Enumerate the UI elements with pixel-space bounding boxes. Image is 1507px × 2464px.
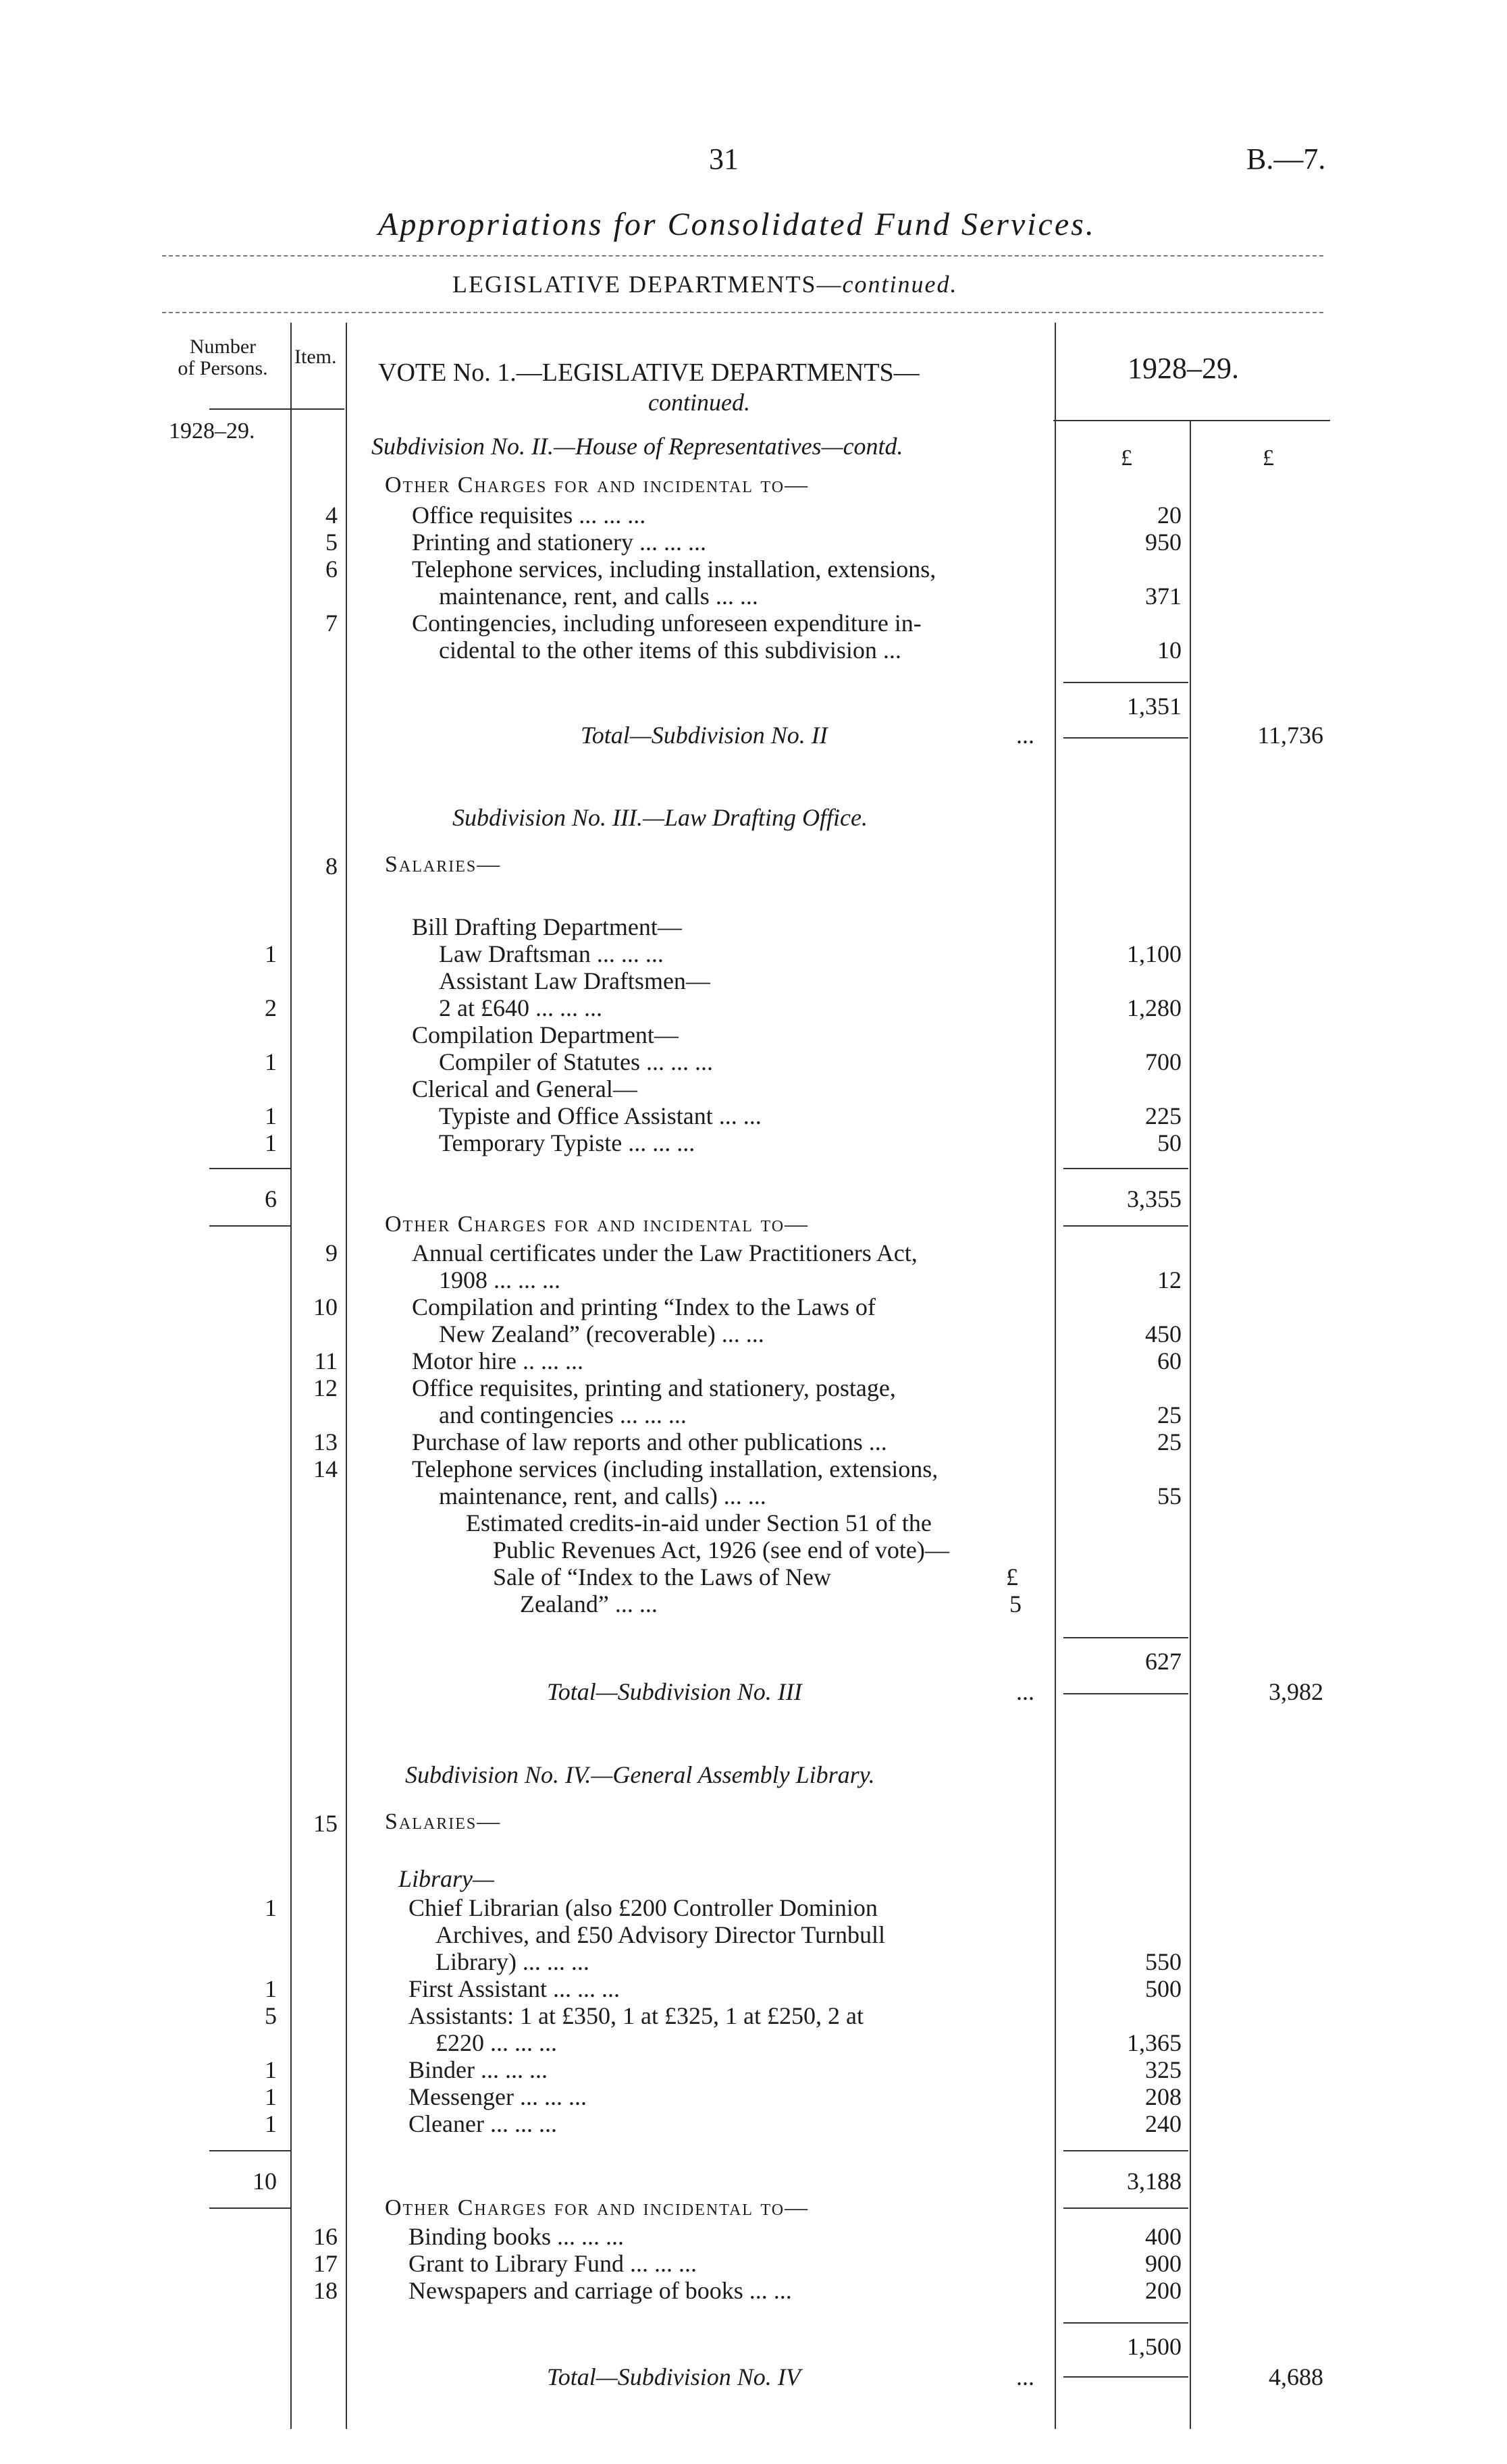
sub4-subtotal: 1,500	[1127, 2333, 1182, 2360]
sub3-item-num-9: 9	[325, 1239, 338, 1266]
sub4-other-charges: Other Charges for and incidental to—	[385, 2195, 810, 2220]
sub3-credits-line4: Zealand” ... ...	[520, 1590, 658, 1617]
sub4-persons-cleaner: 1	[265, 2110, 277, 2137]
sub3-salaries-item: 8	[325, 853, 338, 880]
document-reference: B.—7.	[1246, 142, 1326, 176]
sub2-item-text-7b: cidental to the other items of this subdivision ...	[439, 637, 901, 664]
sub4-item-amount-18: 200	[1145, 2277, 1182, 2304]
sub3-row-law-draftsman: Law Draftsman ... ... ...	[439, 940, 664, 967]
sub4-row-first-assistant: First Assistant ... ... ...	[408, 1975, 620, 2002]
sub3-subtotal-rule	[1063, 1637, 1188, 1638]
sub4-amount-cleaner: 240	[1145, 2110, 1182, 2137]
sub4-subtotal-rule	[1063, 2322, 1188, 2324]
sub4-total: 4,688	[1269, 2363, 1323, 2390]
sub2-item-amount-5: 950	[1145, 529, 1182, 556]
sub3-item-text-10a: Compilation and printing “Index to the Laws of	[412, 1293, 876, 1320]
sub4-persons-rule-2	[209, 2207, 290, 2209]
sub4-row-chief-librarian-c: Library) ... ... ...	[435, 1948, 589, 1975]
number-of-persons-header	[162, 336, 284, 379]
sub4-amount-chief-librarian: 550	[1145, 1948, 1182, 1975]
sub4-row-cleaner: Cleaner ... ... ...	[408, 2110, 557, 2137]
section-name: LEGISLATIVE DEPARTMENTS—	[452, 271, 843, 298]
sub2-item-num-6: 6	[325, 556, 338, 583]
sub3-item-num-13: 13	[313, 1428, 338, 1455]
rule-item-text	[346, 323, 347, 2429]
sub3-persons-assistants: 2	[265, 994, 277, 1021]
sub3-item-amount-10: 450	[1145, 1320, 1182, 1347]
sub4-total-label: Total—Subdivision No. IV	[547, 2363, 801, 2390]
sub3-row-bill-drafting: Bill Drafting Department—	[412, 913, 682, 940]
sub2-item-text-6b: maintenance, rent, and calls ... ...	[439, 583, 758, 610]
title-rule	[162, 255, 1323, 257]
sub2-item-amount-7: 10	[1157, 637, 1182, 664]
sub3-row-assistant-draftsmen: Assistant Law Draftsmen—	[439, 967, 710, 994]
vote-title: VOTE No. 1.—LEGISLATIVE DEPARTMENTS—	[378, 358, 920, 387]
sub4-persons-binder: 1	[265, 2056, 277, 2083]
header-rule-right	[1053, 420, 1330, 421]
page-number: 31	[709, 142, 739, 176]
sub2-item-amount-6: 371	[1145, 583, 1182, 610]
sub4-item-amount-17: 900	[1145, 2250, 1182, 2277]
sub3-amount-compiler: 700	[1145, 1048, 1182, 1075]
sub3-credits-line1: Estimated credits-in-aid under Section 51 of the	[466, 1509, 932, 1536]
sub4-total-dots: ...	[1016, 2363, 1034, 2390]
sub3-persons-law-draftsman: 1	[265, 940, 277, 967]
sub4-persons-total: 10	[253, 2168, 277, 2195]
sub3-credits-line2: Public Revenues Act, 1926 (see end of vote)—	[493, 1536, 949, 1563]
sub3-salaries-rule-2	[1063, 1225, 1188, 1227]
sub3-item-num-12: 12	[313, 1374, 338, 1401]
sub4-item-text-18: Newspapers and carriage of books ... ...	[408, 2277, 792, 2304]
sub3-total-rule	[1063, 1693, 1188, 1694]
sub2-subtotal: 1,351	[1127, 693, 1182, 720]
sub2-subtotal-rule	[1063, 682, 1188, 683]
rule-text-amount	[1055, 323, 1056, 2429]
sub2-item-text-4: Office requisites ... ... ...	[412, 502, 646, 529]
sub2-item-num-5: 5	[325, 529, 338, 556]
section-rule	[162, 312, 1323, 313]
sub3-item-text-11: Motor hire .. ... ...	[412, 1347, 583, 1374]
sub3-heading: Subdivision No. III.—Law Drafting Office.	[452, 804, 868, 831]
rule-amount-total	[1190, 420, 1191, 2429]
sub2-total-dots: ...	[1016, 722, 1034, 749]
sub4-persons-messenger: 1	[265, 2083, 277, 2110]
header-rule-left	[209, 408, 344, 410]
sub3-amount-law-draftsman: 1,100	[1127, 940, 1182, 967]
sub3-persons-total: 6	[265, 1185, 277, 1212]
sub4-item-amount-16: 400	[1145, 2223, 1182, 2250]
sub3-persons-rule	[209, 1168, 290, 1169]
sub4-amount-assistants: 1,365	[1127, 2029, 1182, 2056]
sub4-item-num-16: 16	[313, 2223, 338, 2250]
section-heading	[452, 270, 957, 298]
sub2-total-rule	[1063, 737, 1188, 739]
sub4-item-num-18: 18	[313, 2277, 338, 2304]
sub3-persons-rule-2	[209, 1225, 290, 1227]
sub3-row-clerical: Clerical and General—	[412, 1075, 637, 1102]
sub3-item-text-12a: Office requisites, printing and stationery, postage,	[412, 1374, 896, 1401]
sub3-row-typiste: Typiste and Office Assistant ... ...	[439, 1102, 762, 1129]
sub4-row-chief-librarian-b: Archives, and £50 Advisory Director Turnbull	[435, 1921, 885, 1948]
pound-column-1: £	[1121, 446, 1132, 471]
sub3-item-amount-9: 12	[1157, 1266, 1182, 1293]
sub3-total: 3,982	[1269, 1678, 1323, 1705]
sub4-persons-assistants: 5	[265, 2002, 277, 2029]
sub4-persons-rule	[209, 2150, 290, 2151]
sub4-amount-messenger: 208	[1145, 2083, 1182, 2110]
sub3-amount-typiste: 225	[1145, 1102, 1182, 1129]
sub4-amount-binder: 325	[1145, 2056, 1182, 2083]
sub2-item-num-4: 4	[325, 502, 338, 529]
sub3-item-amount-12: 25	[1157, 1401, 1182, 1428]
sub3-salaries-rule	[1063, 1168, 1188, 1169]
sub4-library: Library—	[398, 1865, 495, 1892]
sub4-row-assistants-b: £220 ... ... ...	[435, 2029, 557, 2056]
sub4-item-text-17: Grant to Library Fund ... ... ...	[408, 2250, 697, 2277]
sub2-item-text-7a: Contingencies, including unforeseen expenditure in-	[412, 610, 922, 637]
year-header: 1928–29.	[1128, 352, 1239, 385]
item-header: Item.	[294, 346, 337, 368]
pound-column-2: £	[1263, 446, 1274, 471]
sub2-item-text-5: Printing and stationery ... ... ...	[412, 529, 706, 556]
sub3-row-temporary: Temporary Typiste ... ... ...	[439, 1129, 695, 1156]
number-header-line1: Number	[189, 336, 257, 358]
sub2-other-charges: Other Charges for and incidental to—	[385, 473, 810, 498]
sub4-row-assistants-a: Assistants: 1 at £350, 1 at £325, 1 at £250, 2 at	[408, 2002, 864, 2029]
sub3-other-charges: Other Charges for and incidental to—	[385, 1212, 810, 1237]
sub3-item-amount-11: 60	[1157, 1347, 1182, 1374]
sub3-subtotal: 627	[1145, 1648, 1182, 1675]
sub3-item-text-12b: and contingencies ... ... ...	[439, 1401, 687, 1428]
sub3-persons-compiler: 1	[265, 1048, 277, 1075]
rule-persons-item	[290, 323, 292, 2429]
sub3-item-text-10b: New Zealand” (recoverable) ... ...	[439, 1320, 764, 1347]
sub2-total-label: Total—Subdivision No. II	[581, 722, 828, 749]
sub2-total: 11,736	[1257, 722, 1323, 749]
sub3-credit-amount: 5	[1009, 1590, 1022, 1617]
sub3-item-amount-14: 55	[1157, 1482, 1182, 1509]
sub3-row-compiler: Compiler of Statutes ... ... ...	[439, 1048, 713, 1075]
sub4-persons-chief-librarian: 1	[265, 1894, 277, 1921]
sub3-row-compilation: Compilation Department—	[412, 1021, 679, 1048]
sub3-item-text-14b: maintenance, rent, and calls) ... ...	[439, 1482, 766, 1509]
sub3-amount-assistants: 1,280	[1127, 994, 1182, 1021]
sub2-item-num-7: 7	[325, 610, 338, 637]
sub3-item-text-9a: Annual certificates under the Law Practitioners Act,	[412, 1239, 918, 1266]
sub3-item-text-13: Purchase of law reports and other publications ...	[412, 1428, 887, 1455]
sub4-item-num-17: 17	[313, 2250, 338, 2277]
sub3-credit-pound: £	[1006, 1563, 1018, 1590]
section-continued: continued.	[842, 271, 958, 298]
sub3-item-num-14: 14	[313, 1455, 338, 1482]
sub4-amount-first-assistant: 500	[1145, 1975, 1182, 2002]
sub4-row-chief-librarian-a: Chief Librarian (also £200 Controller Dominion	[408, 1894, 878, 1921]
sub4-salaries-total: 3,188	[1127, 2168, 1182, 2195]
sub3-item-num-10: 10	[313, 1293, 338, 1320]
sub3-item-amount-13: 25	[1157, 1428, 1182, 1455]
left-year-header: 1928–29.	[169, 419, 255, 444]
sub3-credits-line3: Sale of “Index to the Laws of New	[493, 1563, 831, 1590]
sub3-salaries-total: 3,355	[1127, 1185, 1182, 1212]
sub3-amount-temporary: 50	[1157, 1129, 1182, 1156]
sub4-salaries-item: 15	[313, 1810, 338, 1837]
sub4-total-rule	[1063, 2376, 1188, 2378]
sub2-heading: Subdivision No. II.—House of Representatives—contd.	[371, 433, 903, 460]
sub4-row-binder: Binder ... ... ...	[408, 2056, 548, 2083]
sub3-persons-typiste: 1	[265, 1102, 277, 1129]
sub3-row-assistants: 2 at £640 ... ... ...	[439, 994, 602, 1021]
sub3-total-label: Total—Subdivision No. III	[547, 1678, 802, 1705]
sub4-salaries-rule-2	[1063, 2207, 1188, 2209]
sub4-persons-first-assistant: 1	[265, 1975, 277, 2002]
number-header-line2: of Persons.	[178, 357, 268, 379]
sub2-item-amount-4: 20	[1157, 502, 1182, 529]
sub4-salaries-rule	[1063, 2150, 1188, 2151]
sub4-row-messenger: Messenger ... ... ...	[408, 2083, 587, 2110]
vote-title-continued: continued.	[648, 389, 750, 416]
sub4-item-text-16: Binding books ... ... ...	[408, 2223, 625, 2250]
sub2-item-text-6a: Telephone services, including installation, extensions,	[412, 556, 936, 583]
sub3-item-text-9b: 1908 ... ... ...	[439, 1266, 560, 1293]
sub3-item-text-14a: Telephone services (including installation, extensions,	[412, 1455, 938, 1482]
page-title: Appropriations for Consolidated Fund Services.	[378, 207, 1096, 242]
sub3-salaries: Salaries—	[385, 852, 502, 877]
sub3-total-dots: ...	[1016, 1678, 1034, 1705]
sub3-persons-temporary: 1	[265, 1129, 277, 1156]
sub4-salaries: Salaries—	[385, 1809, 502, 1834]
sub3-item-num-11: 11	[314, 1347, 338, 1374]
sub4-heading: Subdivision No. IV.—General Assembly Library.	[405, 1761, 875, 1788]
